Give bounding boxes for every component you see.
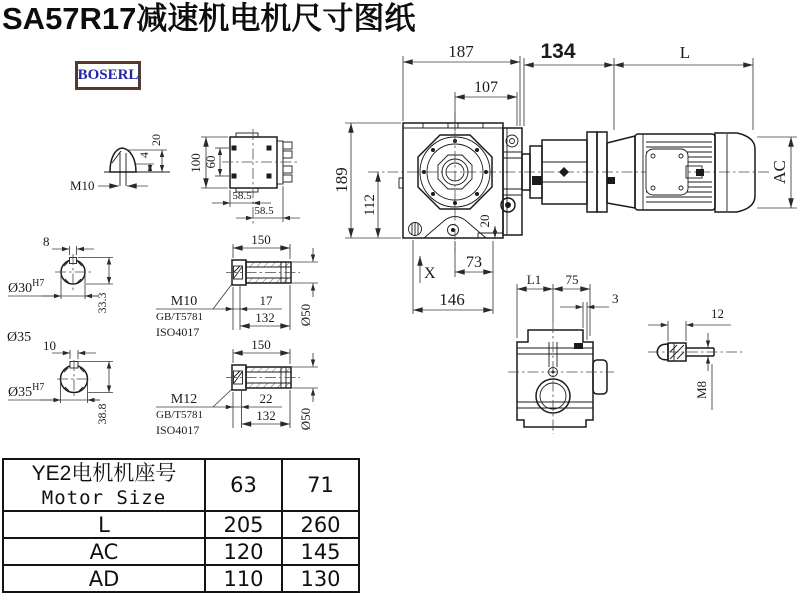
dim-134-label: 134 [540, 40, 576, 63]
dim-20-plug-label: 20 [149, 134, 163, 146]
standard-gb-b-label: GB/T5781 [156, 409, 204, 421]
value-AC-63: 120 [205, 538, 282, 565]
breather-plug-view [70, 134, 170, 193]
value-AD-71: 130 [282, 565, 359, 592]
value-AD-63: 110 [205, 565, 282, 592]
table-row-AC [3, 538, 359, 565]
axis-x-label: X [424, 265, 436, 282]
row-label-AC: AC [3, 538, 205, 565]
standard-gb-a-label: GB/T5781 [156, 311, 204, 323]
dim-17-label: 17 [259, 293, 273, 308]
bottom-view [508, 272, 619, 434]
dim-33-3-label: 33.3 [95, 292, 109, 314]
dim-189-label: 189 [332, 167, 351, 193]
value-L-71: 260 [282, 511, 359, 538]
row-label-AD: AD [3, 565, 205, 592]
hollow-shaft-30 [156, 232, 318, 339]
dim-150-a-label: 150 [251, 232, 271, 247]
top-view [188, 129, 300, 224]
front-view [332, 42, 522, 314]
dim-AC-label: AC [770, 160, 789, 184]
motor-size-header-cell [3, 459, 205, 511]
dim-keyway-8-label: 8 [43, 234, 50, 249]
dim-58-5-right-label: 58.5 [254, 205, 274, 217]
frame-size-63-cell: 63 [205, 459, 282, 511]
bore-30-section [8, 234, 113, 314]
top-view-body [230, 137, 277, 188]
bore-35-section [8, 338, 113, 425]
screw-m12-label: M12 [170, 392, 198, 407]
frame-size-71-cell: 71 [282, 459, 359, 511]
standard-iso-b-label: ISO4017 [156, 423, 200, 437]
dim-L1-label: L1 [526, 272, 542, 287]
dim-132-b-label: 132 [256, 408, 276, 423]
dim-4-label: 4 [137, 152, 151, 158]
motor-fan-cover [715, 133, 755, 212]
od-35-label: Ø35 [7, 330, 32, 345]
bore-30-label: $Ø30^{H7}$ [8, 278, 45, 296]
dim-M10-plug-label: M10 [70, 178, 95, 193]
motor-size-header-cn: YE2电机机座号 [31, 461, 177, 485]
value-L-63: 205 [205, 511, 282, 538]
dim-20-step-label: 20 [477, 214, 492, 228]
standard-iso-a-label: ISO4017 [156, 325, 200, 339]
gearbox-flange-plate [503, 128, 522, 235]
dim-75-label: 75 [565, 272, 579, 287]
dim-60-label: 60 [203, 155, 218, 169]
brand-logo-text: BOSERL [77, 67, 139, 83]
dim-38-8-label: 38.8 [95, 403, 109, 425]
dim-12-label: 12 [711, 306, 724, 321]
dim-73-label: 73 [466, 254, 482, 271]
screw-m10-label: M10 [170, 294, 198, 309]
dim-58-5-left-label: 58.5 [232, 190, 252, 202]
table-row-L [3, 511, 359, 538]
bolt-m8-view [648, 306, 742, 410]
dim-107-label: 107 [474, 79, 498, 96]
table-row-AD [3, 565, 359, 592]
dim-50-b-label: Ø50 [298, 407, 313, 431]
dim-132-a-label: 132 [255, 310, 275, 325]
dim-3-label: 3 [612, 291, 619, 306]
motor-side-view [522, 40, 797, 212]
motor-size-header-en: Motor Size [41, 486, 167, 509]
dim-112-label: 112 [362, 194, 378, 216]
dim-187-label: 187 [448, 42, 474, 61]
bore-35-label: $Ø35^{H7}$ [8, 382, 45, 400]
spec-table-container [2, 458, 360, 593]
row-label-L: L [3, 511, 205, 538]
motor-size-table [2, 458, 360, 593]
dim-22-label: 22 [259, 391, 273, 406]
dim-M8-label: M8 [694, 380, 709, 400]
hollow-shaft-35 [156, 337, 318, 437]
dim-150-b-label: 150 [251, 337, 271, 352]
dim-100-label: 100 [188, 153, 203, 173]
dim-50-a-label: Ø50 [298, 303, 313, 327]
dim-146-label: 146 [439, 290, 465, 309]
dim-L-label: L [679, 43, 691, 62]
page-title: SA57R17减速机电机尺寸图纸 [2, 1, 416, 36]
motor-side-panel [646, 149, 688, 195]
value-AC-71: 145 [282, 538, 359, 565]
dim-keyway-10-label: 10 [43, 338, 56, 353]
